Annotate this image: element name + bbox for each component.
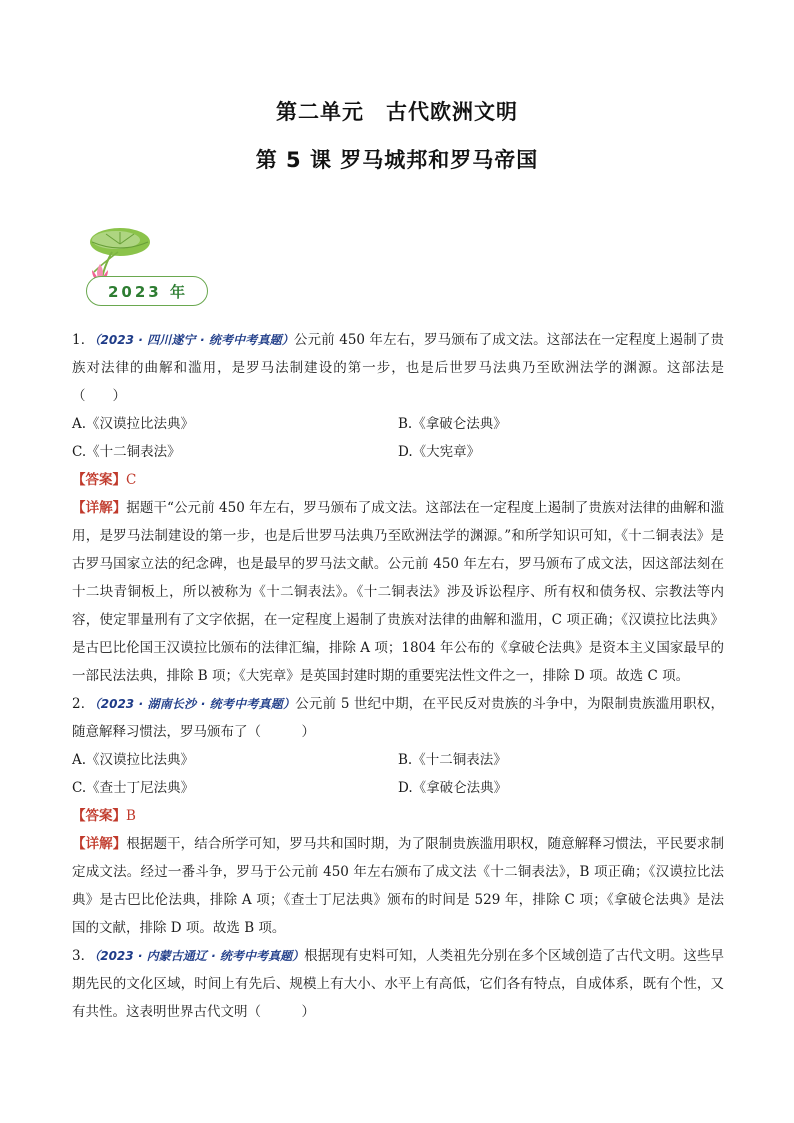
question-source: （2023 · 内蒙古通辽 · 统考中考真题） (94, 949, 305, 963)
explanation-text: 据题干“公元前 450 年左右，罗马颁布了成文法。这部法在一定程度上遏制了贵族对法律的曲解和滥用，是罗马法制建设的第一步，也是后世罗马法典乃至欧洲法学的渊源。”和所学知识可知，《十二铜表法》是古罗马国家立法的纪念碑，也是最早的罗马法文献。公元前 450 年左右，罗马颁布了成文法，因这部法刻在十二块青铜板上，所以被称为《十二铜表法》。《十二铜表法》涉及诉讼程序、所有权和债务权、宗教法等内容，使定罪量刑有了文字依据，在一定程度上遏制了贵族对法律的曲解和滥用，C 项正确；《汉谟拉比法典》是古巴比伦国王汉谟拉比颁布的法律汇编，排除 A 项；1804 年公布的《拿破仑法典》是资本主义国家最早的一部民法法典，排除 B 项；《大宪章》是英国封建时期的重要宪法性文件之一，排除 D 项。故选 C 项。 (72, 500, 724, 684)
explanation-label: 【详解】 (72, 836, 127, 852)
question-1 (72, 326, 724, 690)
option-list (72, 410, 724, 466)
option-d: D.《拿破仑法典》 (398, 780, 508, 796)
option-c: C.《查士丁尼法典》 (72, 780, 195, 796)
question-number: 3． (72, 948, 95, 964)
question-source: （2023 · 湖南长沙 · 统考中考真题） (94, 697, 296, 711)
option-c: C.《十二铜表法》 (72, 444, 181, 460)
question-stem (72, 942, 724, 1026)
question-number: 2． (72, 696, 95, 712)
question-text: 根据现有史料可知，人类祖先分别在多个区域创造了古代文明。这些早期先民的文化区域，时间上有先后、规模上有大小、水平上有高低，它们各有特点，自成体系，既有个性，又有共性。这表明世界古代文明（ ） (72, 948, 725, 1020)
option-a: A.《汉谟拉比法典》 (72, 752, 195, 768)
unit-title: 第二单元 古代欧洲文明 (276, 100, 518, 124)
answer-label: 【答案】 (72, 472, 126, 488)
question-stem (72, 690, 724, 746)
option-d: D.《大宪章》 (398, 444, 481, 460)
explanation (72, 494, 724, 690)
year-badge (86, 276, 208, 306)
answer-line (72, 802, 724, 830)
answer-label: 【答案】 (72, 808, 126, 824)
question-2 (72, 690, 724, 942)
option-b: B.《拿破仑法典》 (398, 416, 507, 432)
answer-value: B (126, 808, 136, 824)
question-3 (72, 942, 724, 1026)
question-text: 公元前 450 年左右，罗马颁布了成文法。这部法在一定程度上遏制了贵族对法律的曲解和滥用，是罗马法制建设的第一步，也是后世罗马法典乃至欧洲法学的渊源。这部法是（ ） (72, 332, 724, 404)
question-stem (72, 326, 724, 410)
question-list (72, 326, 724, 1026)
answer-value: C (126, 472, 137, 488)
question-source: （2023 · 四川遂宁 · 统考中考真题） (94, 333, 294, 347)
question-number: 1． (72, 332, 95, 348)
lesson-title: 第 5 课 罗马城邦和罗马帝国 (255, 148, 539, 172)
option-b: B.《十二铜表法》 (398, 752, 507, 768)
explanation (72, 830, 724, 942)
year-badge-label: 2023 年 (108, 283, 188, 301)
explanation-text: 根据题干，结合所学可知，罗马共和国时期，为了限制贵族滥用职权，随意解释习惯法，平民要求制定成文法。经过一番斗争，罗马于公元前 450 年左右颁布了成文法《十二铜表法》，B 项正确；《汉谟拉比法典》是古巴比伦法典，排除 A 项；《查士丁尼法典》颁布的时间是 529 年，排除 C 项；《拿破仑法典》是法国的文献，排除 D 项。故选 B 项。 (72, 836, 725, 936)
answer-line (72, 466, 724, 494)
question-text: 公元前 5 世纪中期，在平民反对贵族的斗争中，为限制贵族滥用职权，随意解释习惯法，罗马颁布了（ ） (72, 696, 725, 740)
option-list (72, 746, 724, 802)
option-a: A.《汉谟拉比法典》 (72, 416, 195, 432)
explanation-label: 【详解】 (72, 500, 127, 516)
